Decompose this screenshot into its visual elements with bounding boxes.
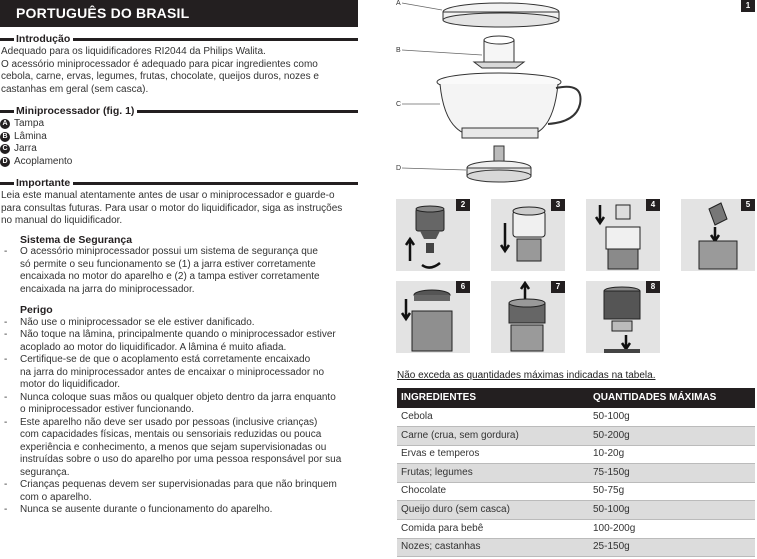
danger-bullet: - Certifique-se de que o acoplamento está corretamente encaixado na jarra do miniprocessador antes de encaixar o miniprocessador no motor do liquidificador. <box>0 354 358 392</box>
fig1-label-c: C <box>396 101 402 108</box>
table-row <box>397 520 755 539</box>
ingredient-cell: Queijo duro (sem casca) <box>397 501 589 520</box>
bullet-line: Nunca se ausente durante o funcionamento do aparelho. <box>20 504 273 515</box>
bullet-line: instruídas sobre o uso do aparelho por uma pessoa responsável por sua <box>20 454 342 465</box>
ingredient-cell: Ervas e temperos <box>397 445 589 464</box>
fig1-label-d: D <box>396 165 402 172</box>
quantity-cell: 50-200g <box>589 427 755 446</box>
parts-title: Miniprocessador (fig. 1) <box>14 104 137 118</box>
header-quantities: QUANTIDADES MÁXIMAS <box>589 388 755 408</box>
bullet-line: motor do liquidificador. <box>20 379 121 390</box>
table-row <box>397 464 755 483</box>
step-5-number: 5 <box>741 199 755 211</box>
bullet-line: O acessório miniprocessador possui um sistema de segurança que <box>20 246 318 257</box>
letter-b-icon: B <box>0 132 10 142</box>
figure-1-exploded-view <box>396 0 757 190</box>
quantity-cell: 50-100g <box>589 408 755 427</box>
intro-line: Adequado para os liquidificadores RI2044 da Philips Walita. <box>1 46 266 57</box>
safety-title: Sistema de Segurança <box>20 233 133 246</box>
table-row <box>397 445 755 464</box>
danger-bullet: - Este aparelho não deve ser usado por pessoas (inclusive crianças) com capacidades físicas, mentais ou sensoriais reduzidas ou pouca experiência e conhecimento, a menos que sejam supervisionadas ou instruídas sobre o uso do aparelho por uma pessoa responsável por sua segurança. <box>0 417 358 480</box>
right-column <box>396 0 757 559</box>
ingredient-cell: Comida para bebê <box>397 520 589 539</box>
step-4-number: 4 <box>646 199 660 211</box>
bullet-line: o miniprocessador estiver funcionando. <box>20 404 194 415</box>
fig1-label-a: A <box>396 0 401 7</box>
danger-bullet: - Nunca coloque suas mãos ou qualquer objeto dentro da jarra enquanto o miniprocessador estiver funcionando. <box>0 392 358 417</box>
part-item <box>0 156 358 169</box>
step-6-number: 6 <box>456 281 470 293</box>
part-label: Tampa <box>14 118 45 129</box>
danger-bullet: - Crianças pequenas devem ser supervisionadas para que não brinquem com o aparelho. <box>0 479 358 504</box>
step-4-illustration <box>586 199 660 271</box>
bullet-line: na jarra do miniprocessador antes de encaixar o miniprocessador no <box>20 366 325 378</box>
part-item <box>0 143 358 156</box>
ingredient-cell: Frutas; legumes <box>397 464 589 483</box>
ingredient-cell: Carne (crua, sem gordura) <box>397 427 589 446</box>
bullet-line: Nunca coloque suas mãos ou qualquer objeto dentro da jarra enquanto <box>20 391 336 403</box>
important-heading <box>0 176 358 190</box>
quantity-cell: 25-150g <box>589 538 755 557</box>
part-item <box>0 118 358 131</box>
part-item <box>0 131 358 144</box>
ingredient-cell: Chocolate <box>397 482 589 501</box>
table-row <box>397 482 755 501</box>
important-line: para consultas futuras. Para usar o motor do liquidificador, siga as instruções <box>1 202 343 214</box>
bullet-line: Este aparelho não deve ser usado por pessoas (inclusive crianças) <box>20 416 318 428</box>
bullet-line: encaixada no motor do aparelho e (2) a tampa estiver corretamente <box>20 271 320 282</box>
quantity-cell: 50-75g <box>589 482 755 501</box>
table-header-row <box>397 388 755 408</box>
intro-heading <box>0 32 358 46</box>
quantity-cell: 75-150g <box>589 464 755 483</box>
table-row <box>397 501 755 520</box>
bullet-line: só permite o seu funcionamento se (1) a jarra estiver corretamente <box>20 258 316 270</box>
letter-a-icon: A <box>0 119 10 129</box>
step-3-illustration <box>491 199 565 271</box>
step-6-illustration <box>396 281 470 353</box>
bullet-line: Não use o miniprocessador se ele estiver danificado. <box>20 316 255 328</box>
ingredient-cell: Nozes; castanhas <box>397 538 589 557</box>
table-row <box>397 408 755 427</box>
bullet-line: Crianças pequenas devem ser supervisionadas para que não brinquem <box>20 479 337 490</box>
part-label: Acoplamento <box>14 155 73 167</box>
intro-title: Introdução <box>14 32 73 46</box>
bullet-line: experiência e conhecimento, a menos que sejam supervisionadas ou <box>20 441 327 453</box>
step-7-illustration <box>491 281 565 353</box>
quantity-cell: 100-200g <box>589 520 755 539</box>
step-8-illustration <box>586 281 660 353</box>
step-7-number: 7 <box>551 281 565 293</box>
intro-line: cebola, carne, ervas, legumes, frutas, chocolate, queijos duros, nozes e <box>1 71 319 82</box>
figure-1-number: 1 <box>741 0 755 12</box>
fig1-label-b: B <box>396 47 401 54</box>
ingredient-cell: Cebola <box>397 408 589 427</box>
left-column <box>0 0 358 517</box>
danger-bullet: - Não toque na lâmina, principalmente quando o miniprocessador estiver acoplado ao motor do liquidificador. A lâmina é muito afiada. <box>0 329 358 354</box>
table-row <box>397 538 755 557</box>
exploded-view-illustration <box>396 0 757 190</box>
step-8-number: 8 <box>646 281 660 293</box>
intro-line: castanhas em geral (sem casca). <box>1 83 149 95</box>
table-caption: Não exceda as quantidades máximas indicadas na tabela. <box>397 370 656 381</box>
language-title: PORTUGUÊS DO BRASIL <box>0 0 358 27</box>
danger-bullet: - Nunca se ausente durante o funcionamento do aparelho. <box>0 504 358 517</box>
bullet-line: segurança. <box>20 466 70 478</box>
important-text <box>0 190 358 228</box>
quantity-cell: 10-20g <box>589 445 755 464</box>
bullet-line: com o aparelho. <box>20 491 92 503</box>
quantities-table <box>397 388 755 557</box>
bullet-line: Certifique-se de que o acoplamento está corretamente encaixado <box>20 354 311 365</box>
bullet-line: Não toque na lâmina, principalmente quando o miniprocessador estiver <box>20 329 336 340</box>
table-row <box>397 427 755 446</box>
part-label: Jarra <box>14 143 37 154</box>
important-title: Importante <box>14 176 73 190</box>
important-line: Leia este manual atentamente antes de usar o miniprocessador e guarde-o <box>1 190 335 201</box>
parts-heading <box>0 104 358 118</box>
letter-d-icon: D <box>0 157 10 167</box>
step-3-number: 3 <box>551 199 565 211</box>
step-2-illustration <box>396 199 470 271</box>
header-ingredients: INGREDIENTES <box>397 388 589 408</box>
bullet-line: encaixada na jarra do miniprocessador. <box>20 283 195 295</box>
bullet-line: com capacidades físicas, mentais ou sensoriais reduzidas ou pouca <box>20 429 322 440</box>
quantity-cell: 50-100g <box>589 501 755 520</box>
danger-title: Perigo <box>20 304 53 316</box>
safety-bullet: - O acessório miniprocessador possui um sistema de segurança que só permite o seu funcionamento se (1) a jarra estiver corretamente encaixada no motor do aparelho e (2) a tampa estiver corretamente encaixada na jarra do miniprocessador. <box>0 246 358 296</box>
parts-list <box>0 118 358 168</box>
bullet-line: acoplado ao motor do liquidificador. A lâmina é muito afiada. <box>20 341 287 353</box>
intro-line: O acessório miniprocessador é adequado para picar ingredientes como <box>1 58 318 70</box>
step-5-illustration <box>681 199 755 271</box>
part-label: Lâmina <box>14 130 47 142</box>
important-line: no manual do liquidificador. <box>1 215 123 226</box>
step-2-number: 2 <box>456 199 470 211</box>
letter-c-icon: C <box>0 144 10 154</box>
danger-bullet: - Não use o miniprocessador se ele estiver danificado. <box>0 317 358 330</box>
intro-text <box>0 46 358 96</box>
